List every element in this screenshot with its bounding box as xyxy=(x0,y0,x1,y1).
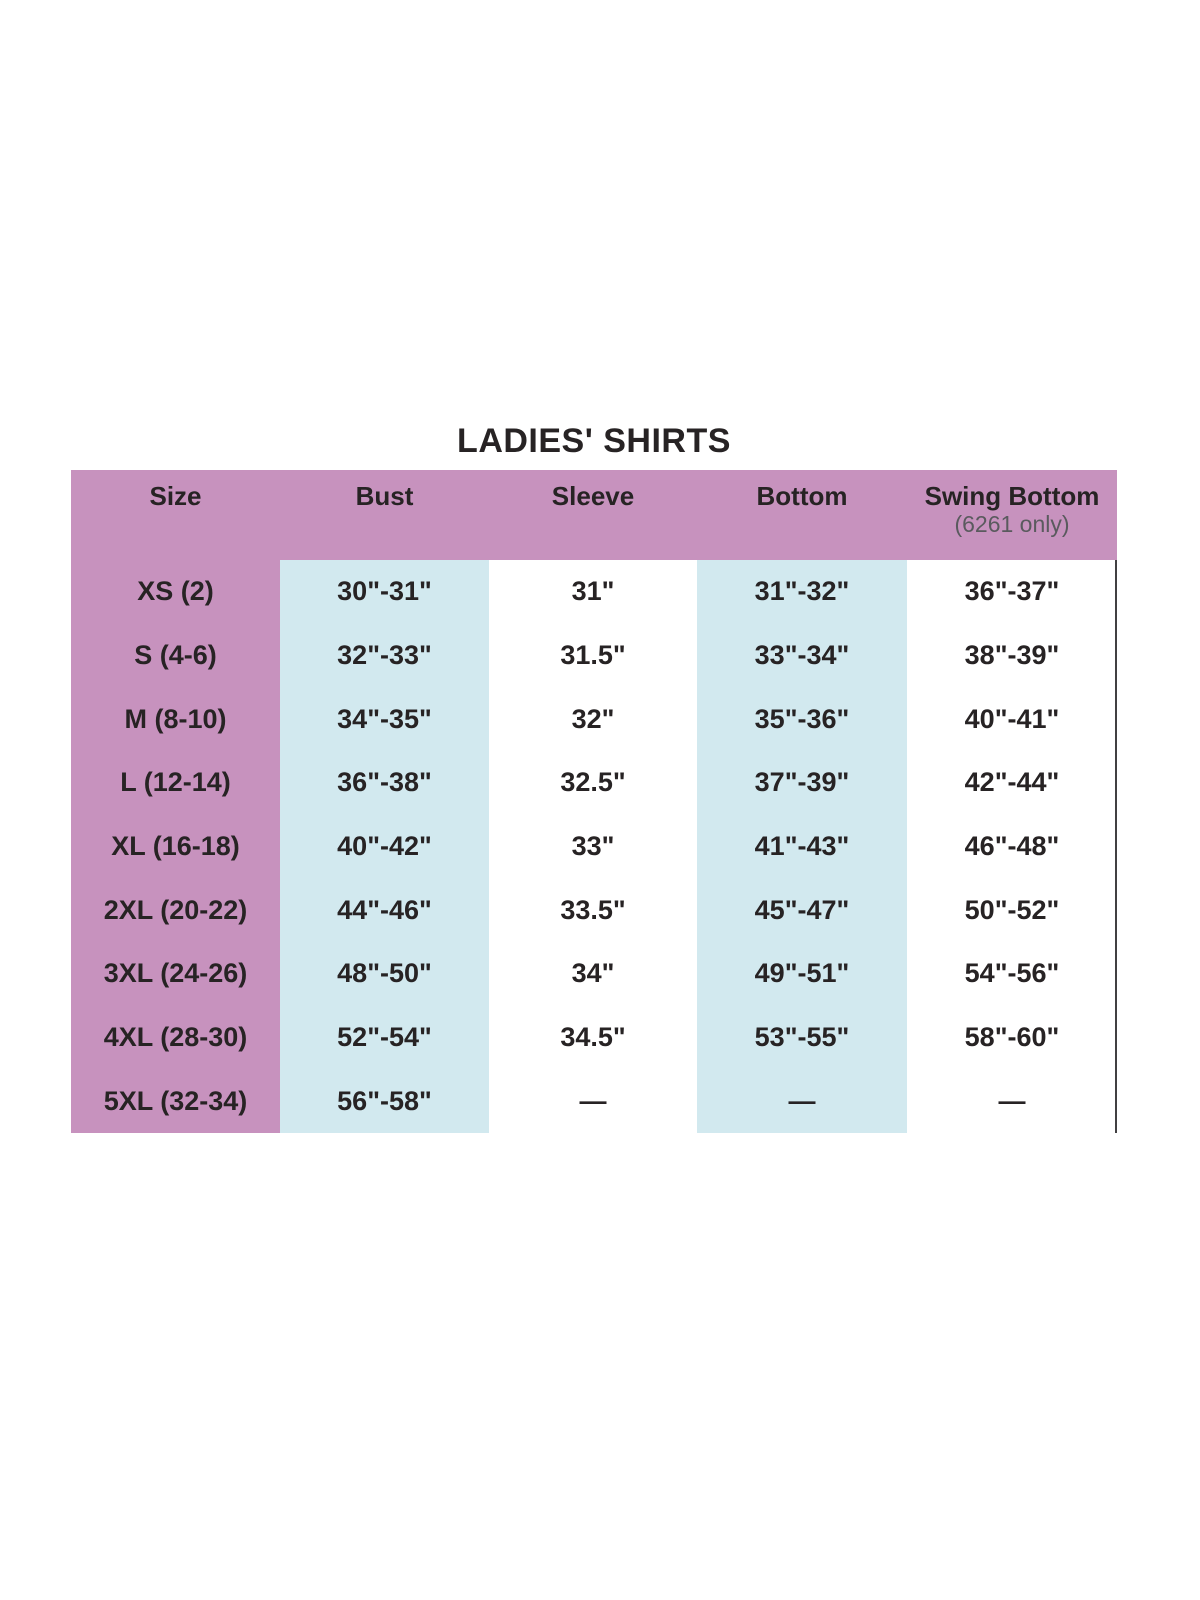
table-row xyxy=(71,687,1117,751)
sleeve-cell: 34.5" xyxy=(560,1022,626,1053)
size-cell: XS (2) xyxy=(71,560,280,624)
table-right-border xyxy=(1115,560,1117,1133)
size-cell: S (4-6) xyxy=(71,624,280,688)
bottom-cell: 45"-47" xyxy=(697,878,907,942)
swing-bottom-cell: 46"-48" xyxy=(964,831,1060,862)
size-cell: 4XL (28-30) xyxy=(71,1006,280,1070)
swing-bottom-cell: 40"-41" xyxy=(964,703,1060,734)
table-row xyxy=(71,942,1117,1006)
sleeve-cell: — xyxy=(579,1085,607,1116)
swing-bottom-cell: 42"-44" xyxy=(964,767,1060,798)
table-body xyxy=(71,560,1117,1133)
sleeve-cell: 32" xyxy=(571,703,615,734)
sleeve-cell: 32.5" xyxy=(560,767,626,798)
table-row xyxy=(71,560,1117,624)
sleeve-cell: 31" xyxy=(571,576,615,607)
size-cell: 5XL (32-34) xyxy=(71,1069,280,1133)
sleeve-cell: 33" xyxy=(571,831,615,862)
bottom-cell: 31"-32" xyxy=(697,560,907,624)
bottom-cell: 41"-43" xyxy=(697,815,907,879)
swing-bottom-cell: — xyxy=(998,1085,1026,1116)
bust-cell: 48"-50" xyxy=(280,942,489,1006)
bottom-cell: 35"-36" xyxy=(697,687,907,751)
bust-cell: 56"-58" xyxy=(280,1069,489,1133)
bust-cell: 36"-38" xyxy=(280,751,489,815)
bust-cell: 32"-33" xyxy=(280,624,489,688)
table-row xyxy=(71,815,1117,879)
table-row xyxy=(71,1006,1117,1070)
header-label-bottom: Bottom xyxy=(756,481,848,511)
header-label-sleeve: Sleeve xyxy=(551,481,635,511)
bust-cell: 52"-54" xyxy=(280,1006,489,1070)
bust-cell: 34"-35" xyxy=(280,687,489,751)
size-cell: M (8-10) xyxy=(71,687,280,751)
bottom-cell: 49"-51" xyxy=(697,942,907,1006)
swing-bottom-cell: 38"-39" xyxy=(964,640,1060,670)
size-chart-table xyxy=(71,470,1117,1133)
header-subnote-swing-bottom: (6261 only) xyxy=(954,511,1070,537)
sleeve-cell: 31.5" xyxy=(560,640,626,670)
header-label-bust: Bust xyxy=(355,481,414,511)
header-cell-size xyxy=(71,470,280,560)
header-cell-sleeve xyxy=(489,470,697,560)
header-cell-bottom xyxy=(697,470,907,560)
header-cell-swing-bottom xyxy=(907,470,1117,560)
bottom-cell: 33"-34" xyxy=(697,624,907,688)
bottom-cell: 53"-55" xyxy=(697,1006,907,1070)
table-header-row xyxy=(71,470,1117,560)
sleeve-cell: 33.5" xyxy=(560,894,626,925)
header-cell-bust xyxy=(280,470,489,560)
swing-bottom-cell: 54"-56" xyxy=(964,958,1060,989)
bust-cell: 44"-46" xyxy=(280,878,489,942)
swing-bottom-cell: 36"-37" xyxy=(964,576,1060,607)
size-cell: XL (16-18) xyxy=(71,815,280,879)
table-row xyxy=(71,878,1117,942)
table-row xyxy=(71,624,1117,688)
page-title: LADIES' SHIRTS xyxy=(457,422,731,460)
bust-cell: 30"-31" xyxy=(280,560,489,624)
size-cell: 3XL (24-26) xyxy=(71,942,280,1006)
sleeve-cell: 34" xyxy=(571,958,615,989)
table-row xyxy=(71,751,1117,815)
bottom-cell: — xyxy=(697,1069,907,1133)
size-cell: L (12-14) xyxy=(71,751,280,815)
header-label-size: Size xyxy=(149,481,202,511)
table-row xyxy=(71,1069,1117,1133)
bust-cell: 40"-42" xyxy=(280,815,489,879)
swing-bottom-cell: 50"-52" xyxy=(964,894,1060,925)
header-label-swing-bottom: Swing Bottom xyxy=(924,481,1100,511)
swing-bottom-cell: 58"-60" xyxy=(964,1022,1060,1053)
size-cell: 2XL (20-22) xyxy=(71,878,280,942)
bottom-cell: 37"-39" xyxy=(697,751,907,815)
